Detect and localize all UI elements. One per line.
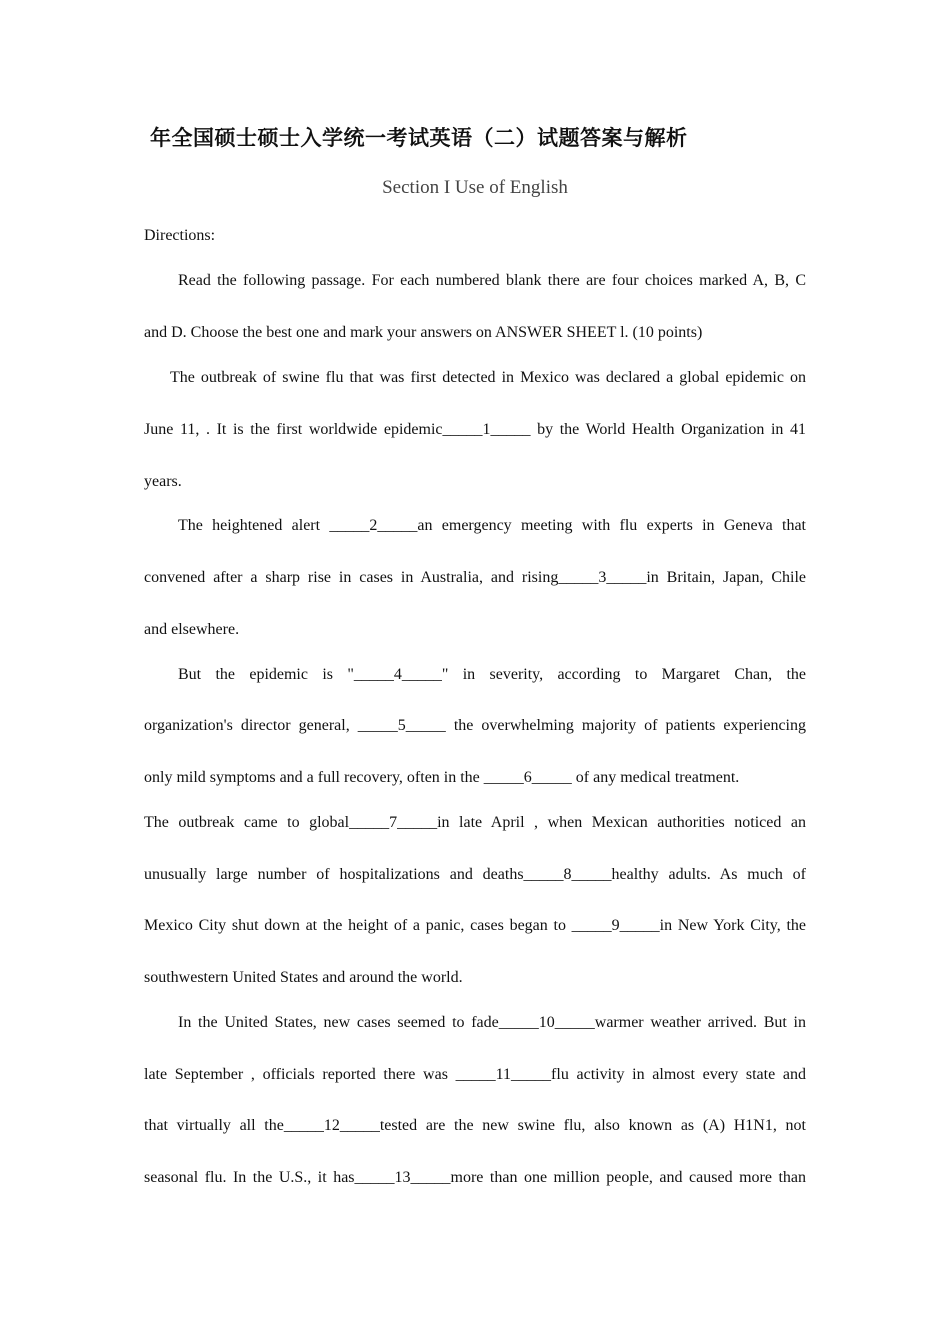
passage-line: late September , officials reported there was _____11_____flu activity in almost every state and (144, 1066, 806, 1083)
passage-line: convened after a sharp rise in cases in Australia, and rising_____3_____in Britain, Japan, Chile (144, 569, 806, 586)
passage-line: June 11, . It is the first worldwide epidemic_____1_____ by the World Health Organization in 41 (144, 421, 806, 438)
document-title: 年全国硕士硕士入学统一考试英语（二）试题答案与解析 (150, 126, 688, 150)
passage-line: Mexico City shut down at the height of a panic, cases began to _____9_____in New York City, the (144, 917, 806, 934)
passage-line: But the epidemic is "_____4_____" in severity, according to Margaret Chan, the (178, 666, 806, 683)
passage-line: years. (144, 473, 182, 490)
passage-line: The outbreak came to global_____7_____in late April , when Mexican authorities noticed an (144, 814, 806, 831)
passage-line: The outbreak of swine flu that was first detected in Mexico was declared a global epidemic on (170, 369, 806, 386)
passage-line: In the United States, new cases seemed to fade_____10_____warmer weather arrived. But in (178, 1014, 806, 1031)
passage-line: that virtually all the_____12_____tested are the new swine flu, also known as (A) H1N1, not (144, 1117, 806, 1134)
directions-label: Directions: (144, 227, 216, 244)
passage-line: Read the following passage. For each numbered blank there are four choices marked A, B, C (178, 272, 806, 289)
passage-line: only mild symptoms and a full recovery, often in the _____6_____ of any medical treatment. (144, 769, 740, 786)
section-heading: Section I Use of English (382, 177, 568, 198)
passage-line: southwestern United States and around the world. (144, 969, 463, 986)
passage-line: The heightened alert _____2_____an emergency meeting with flu experts in Geneva that (178, 517, 806, 534)
passage-line: organization's director general, _____5_____ the overwhelming majority of patients experiencing (144, 717, 806, 734)
passage-line: and D. Choose the best one and mark your answers on ANSWER SHEET l. (10 points) (144, 324, 703, 341)
passage-line: unusually large number of hospitalizations and deaths_____8_____healthy adults. As much of (144, 866, 806, 883)
passage-line: seasonal flu. In the U.S., it has_____13_____more than one million people, and caused more than (144, 1169, 806, 1186)
passage-line: and elsewhere. (144, 621, 240, 638)
